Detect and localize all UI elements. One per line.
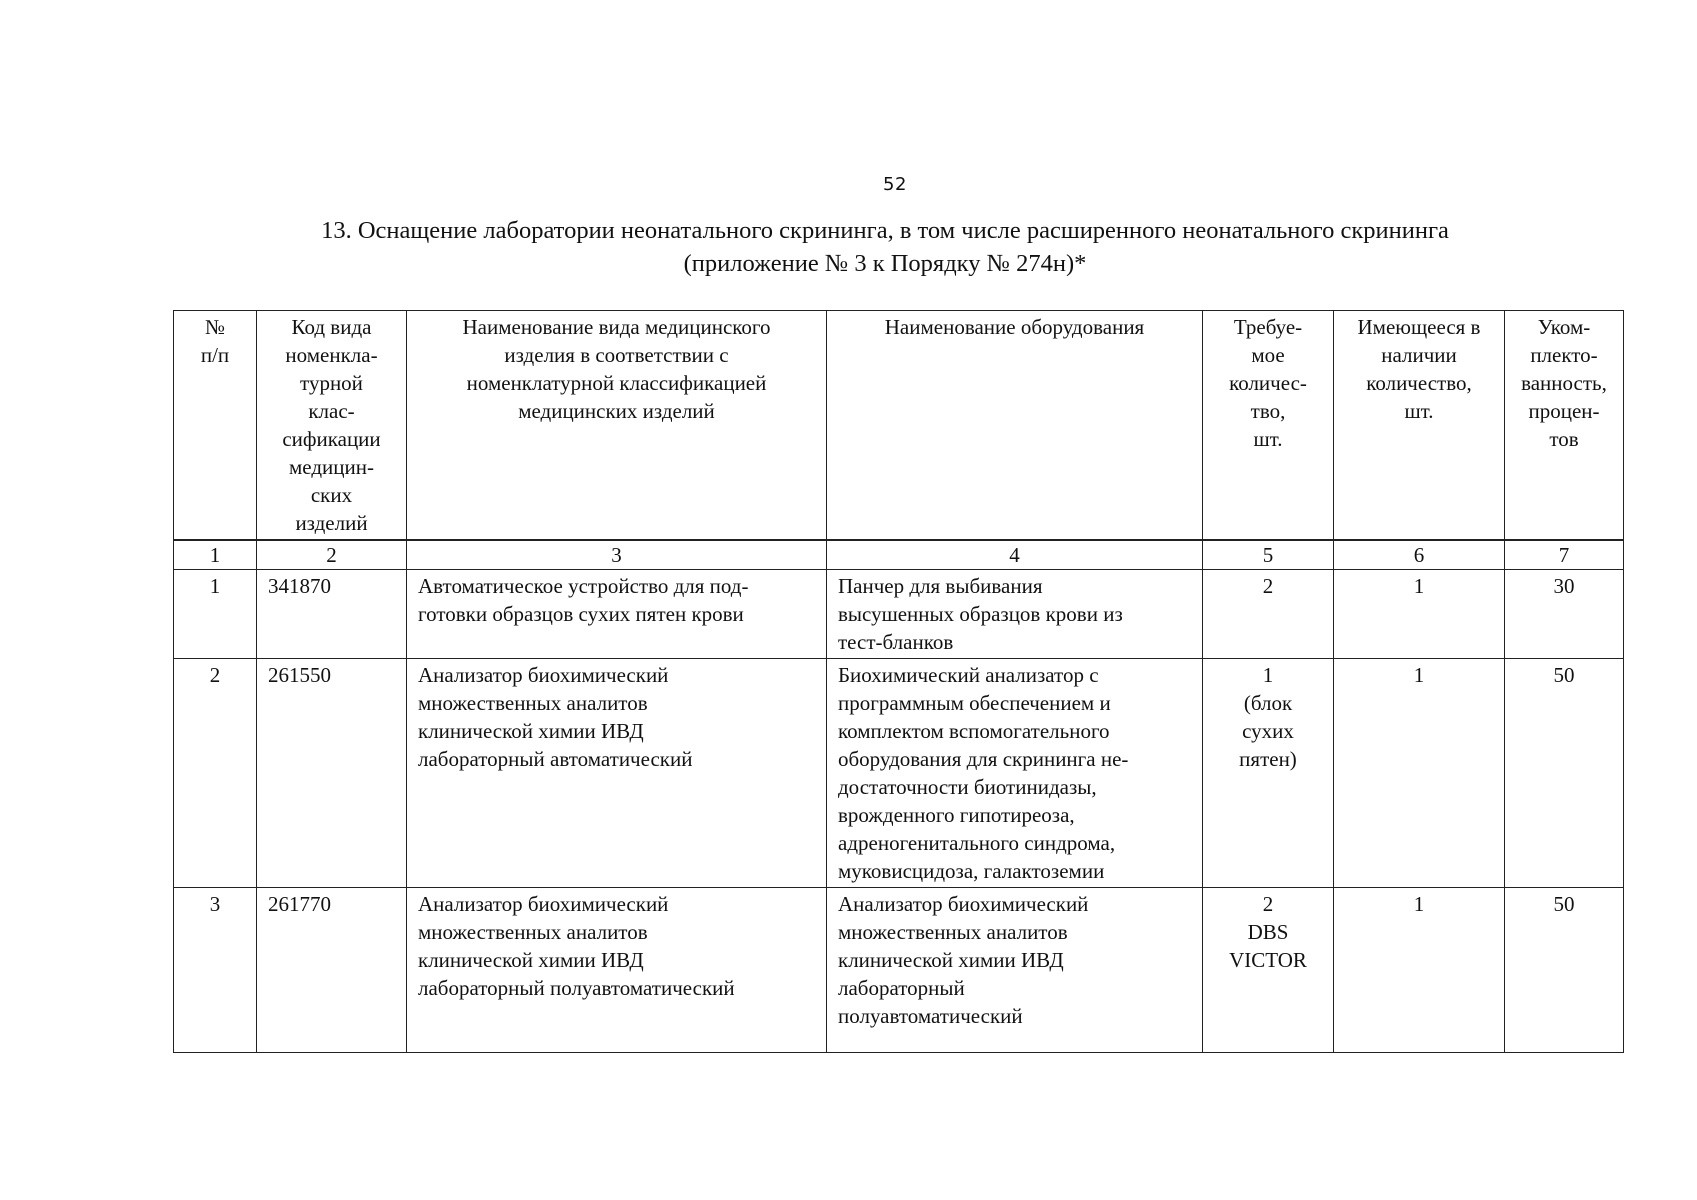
column-number: 3	[407, 541, 827, 570]
row-number: 2	[174, 659, 257, 888]
page-number: 52	[883, 174, 907, 195]
completeness-percent: 30	[1505, 570, 1624, 659]
required-quantity: 2	[1203, 570, 1334, 659]
row-number: 1	[174, 570, 257, 659]
table-row	[174, 888, 1624, 1053]
row-number: 3	[174, 888, 257, 1053]
document-title	[200, 214, 1570, 280]
column-number-row	[174, 541, 1624, 570]
required-quantity: 2 DBS VICTOR	[1203, 888, 1334, 1053]
equipment-table-header	[173, 310, 1624, 540]
nomenclature-code: 261770	[257, 888, 407, 1053]
available-quantity: 1	[1334, 659, 1505, 888]
document-title-line-2: (приложение № 3 к Порядку № 274н)*	[683, 250, 1087, 277]
column-number: 7	[1505, 541, 1624, 570]
completeness-percent: 50	[1505, 888, 1624, 1053]
nomenclature-code: 261550	[257, 659, 407, 888]
required-quantity: 1 (блок сухих пятен)	[1203, 659, 1334, 888]
document-title-line-1: 13. Оснащение лаборатории неонатального скрининга, в том числе расширенного неонатального скрининга	[321, 217, 1449, 244]
equipment-name: Панчер для выбивания высушенных образцов крови из тест-бланков	[827, 570, 1203, 659]
header-cell-available: Имеющееся в наличии количество, шт.	[1334, 311, 1505, 540]
device-type-name: Автоматическое устройство для под- готовки образцов сухих пятен крови	[407, 570, 827, 659]
device-type-name: Анализатор биохимический множественных аналитов клинической химии ИВД лабораторный полуавтоматический	[407, 888, 827, 1053]
nomenclature-code: 341870	[257, 570, 407, 659]
header-cell-num: № п/п	[174, 311, 257, 540]
header-cell-equipment: Наименование оборудования	[827, 311, 1203, 540]
header-cell-type-name: Наименование вида медицинского изделия в соответствии с номенклатурной классификацией медицинских изделий	[407, 311, 827, 540]
column-number: 1	[174, 541, 257, 570]
table-row	[174, 570, 1624, 659]
device-type-name: Анализатор биохимический множественных аналитов клинической химии ИВД лабораторный автоматический	[407, 659, 827, 888]
column-number: 5	[1203, 541, 1334, 570]
column-number: 4	[827, 541, 1203, 570]
available-quantity: 1	[1334, 888, 1505, 1053]
header-row	[174, 311, 1624, 540]
header-cell-required: Требуе- мое количес- тво, шт.	[1203, 311, 1334, 540]
available-quantity: 1	[1334, 570, 1505, 659]
column-number: 2	[257, 541, 407, 570]
completeness-percent: 50	[1505, 659, 1624, 888]
equipment-table-body	[173, 540, 1624, 1053]
equipment-name: Биохимический анализатор с программным обеспечением и комплектом вспомогательного оборудования для скрининга не- достаточности биотинидазы, врожденного гипотиреоза, адреногенитального синдрома, муковисцидоза, галактоземии	[827, 659, 1203, 888]
table-row	[174, 659, 1624, 888]
header-cell-code: Код вида номенкла- турной клас- сификации медицин- ских изделий	[257, 311, 407, 540]
equipment-name: Анализатор биохимический множественных аналитов клинической химии ИВД лабораторный полуавтоматический	[827, 888, 1203, 1053]
header-cell-completeness: Уком- плекто- ванность, процен- тов	[1505, 311, 1624, 540]
column-number: 6	[1334, 541, 1505, 570]
